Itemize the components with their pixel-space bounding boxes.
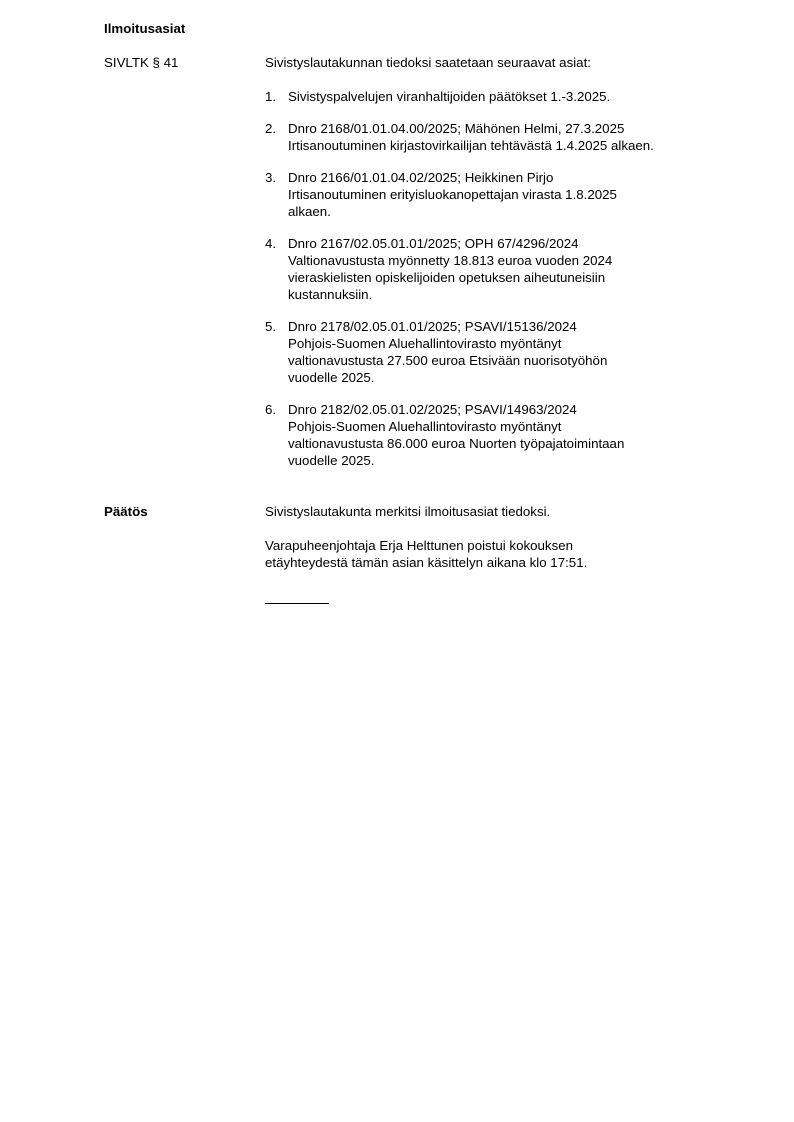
item-line: Irtisanoutuminen kirjastovirkailijan tehtävästä 1.4.2025 alkaen. xyxy=(288,138,654,153)
section-label: SIVLTK § 41 xyxy=(104,55,179,70)
item-number: 6. xyxy=(265,402,277,417)
item-line: vuodelle 2025. xyxy=(288,453,375,468)
item-number: 1. xyxy=(265,89,277,104)
list-item xyxy=(265,235,705,303)
notice-list xyxy=(265,88,705,484)
item-text xyxy=(288,401,705,469)
item-line: Pohjois-Suomen Aluehallintovirasto myöntänyt xyxy=(288,336,562,351)
list-item xyxy=(265,120,705,154)
item-line: Dnro 2168/01.01.04.00/2025; Mähönen Helmi, 27.3.2025 xyxy=(288,121,625,136)
item-number: 5. xyxy=(265,319,277,334)
item-line: vuodelle 2025. xyxy=(288,370,375,385)
list-item xyxy=(265,318,705,386)
decision-label: Päätös xyxy=(104,504,148,519)
item-line: alkaen. xyxy=(288,204,331,219)
signature-line xyxy=(265,603,329,604)
item-line: Irtisanoutuminen erityisluokanopettajan virasta 1.8.2025 xyxy=(288,187,617,202)
decision-text: Sivistyslautakunta merkitsi ilmoitusasiat tiedoksi. xyxy=(265,504,551,519)
item-line: Dnro 2182/02.05.01.02/2025; PSAVI/14963/2024 xyxy=(288,402,577,417)
item-line: Pohjois-Suomen Aluehallintovirasto myöntänyt xyxy=(288,419,562,434)
list-item xyxy=(265,88,705,105)
item-number: 2. xyxy=(265,121,277,136)
item-line: vieraskielisten opiskelijoiden opetuksen aiheutuneisiin xyxy=(288,270,606,285)
note-line: Varapuheenjohtaja Erja Helttunen poistui kokouksen xyxy=(265,538,574,553)
list-item xyxy=(265,169,705,220)
item-text xyxy=(288,318,705,386)
item-line: Dnro 2178/02.05.01.01/2025; PSAVI/15136/2024 xyxy=(288,319,577,334)
item-text xyxy=(288,120,705,154)
item-line: valtionavustusta 27.500 euroa Etsivään nuorisotyöhön xyxy=(288,353,608,368)
list-item xyxy=(265,401,705,469)
item-line: Sivistyspalvelujen viranhaltijoiden päätökset 1.-3.2025. xyxy=(288,89,611,104)
item-number: 3. xyxy=(265,170,277,185)
item-line: valtionavustusta 86.000 euroa Nuorten työpajatoimintaan xyxy=(288,436,625,451)
item-number: 4. xyxy=(265,236,277,251)
page-heading: Ilmoitusasiat xyxy=(104,21,186,36)
decision-note xyxy=(265,537,705,571)
note-line: etäyhteydestä tämän asian käsittelyn aikana klo 17:51. xyxy=(265,555,588,570)
item-line: Dnro 2166/01.01.04.02/2025; Heikkinen Pirjo xyxy=(288,170,554,185)
item-text xyxy=(288,169,705,220)
item-text xyxy=(288,235,705,303)
item-line: Valtionavustusta myönnetty 18.813 euroa vuoden 2024 xyxy=(288,253,613,268)
item-line: kustannuksiin. xyxy=(288,287,373,302)
item-line: Dnro 2167/02.05.01.01/2025; OPH 67/4296/2024 xyxy=(288,236,579,251)
section-intro: Sivistyslautakunnan tiedoksi saatetaan seuraavat asiat: xyxy=(265,55,591,70)
item-text xyxy=(288,88,705,105)
